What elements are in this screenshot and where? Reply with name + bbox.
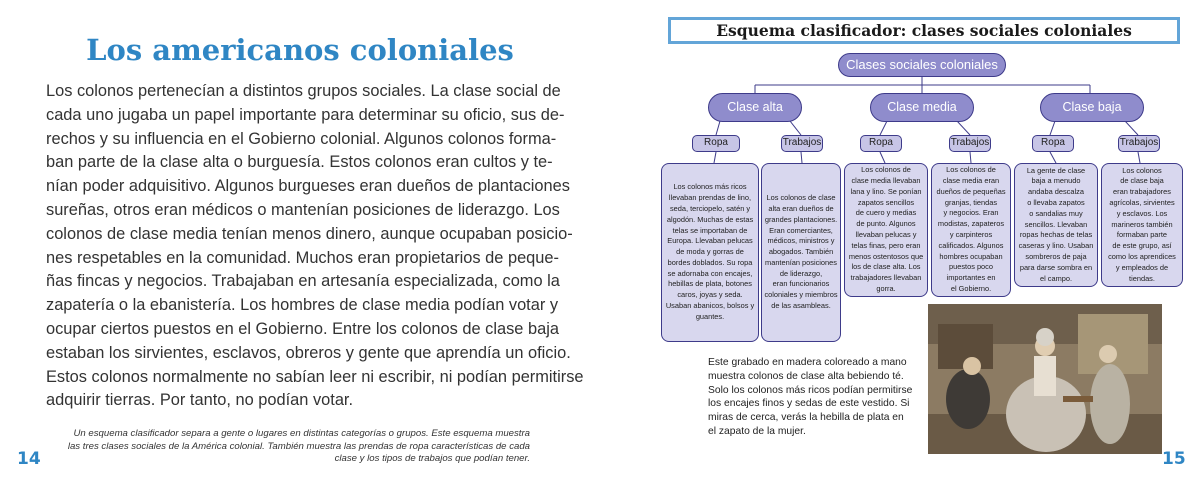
box-line: tiendas. xyxy=(1129,273,1155,283)
root-node: Clases sociales coloniales xyxy=(838,53,1006,77)
box-line: menos ostentosos que xyxy=(848,251,924,261)
page-number-right: 15 xyxy=(1162,449,1186,469)
box-line: llevaban prendas de lino, xyxy=(668,193,752,203)
body-line: ñas fincas y negocios. Trabajaban en artesanía especializada, como la xyxy=(46,272,560,291)
caption-line: las tres clases sociales de la América colonial. También muestra las prendas de ropa características de cada xyxy=(67,440,530,452)
box-line: de las asambleas. xyxy=(771,301,831,311)
box-line: Europa. Llevaban pelucas xyxy=(667,236,753,246)
caption-line: Un esquema clasificador separa a gente o lugares en distintas categorías o grupos. Este esquema muestra xyxy=(73,428,530,439)
body-line: colonos de clase media tenían menos dinero, aunque ocupaban posicio- xyxy=(46,224,573,243)
class-node-media: Clase media xyxy=(870,93,974,122)
box-line: Los colonos de clase xyxy=(766,193,836,203)
caption-line: clase y los tipos de trabajos que podían tener. xyxy=(334,453,530,465)
box-line: coloniales y miembros xyxy=(764,290,838,300)
box-line: Los colonos xyxy=(1122,165,1162,175)
box-line: mantenían posiciones xyxy=(765,257,837,267)
box-line: grandes plantaciones. xyxy=(764,214,838,224)
box-line: llevaban pelucas y xyxy=(855,230,917,239)
box-line: de liderazgo, xyxy=(779,268,823,278)
box-trabajos-baja xyxy=(1101,163,1183,287)
box-line: o llevaba zapatos xyxy=(1027,198,1085,208)
photo-caption-line: Este grabado en madera coloreado a mano xyxy=(708,357,907,368)
box-line: gorra. xyxy=(876,283,896,293)
box-ropa-alta xyxy=(661,163,759,342)
tag-ropa-alta: Ropa xyxy=(692,135,740,152)
box-line: alta eran dueños de xyxy=(768,203,834,213)
box-line: clase media llevaban xyxy=(851,176,921,186)
body-line: Los colonos pertenecían a distintos grupos sociales. La clase social de xyxy=(46,82,561,100)
tag-ropa-media: Ropa xyxy=(860,135,902,152)
box-line: el campo. xyxy=(1039,273,1073,283)
photo-caption-line: el zapato de la mujer. xyxy=(708,425,806,437)
box-line: de clase baja xyxy=(1120,176,1164,186)
box-line: sombreros de paja xyxy=(1025,252,1087,261)
box-line: marineros también xyxy=(1111,219,1173,229)
class-node-baja: Clase baja xyxy=(1040,93,1144,122)
body-line: zapatería o la ebanistería. Los hombres de clase media podían votar y xyxy=(46,296,559,315)
box-line: trabajadores llevaban xyxy=(850,273,922,283)
box-line: baja a menudo xyxy=(1031,176,1081,186)
tag-trabajos-alta: Trabajos xyxy=(781,135,823,152)
photo-caption-line: los encajes finos y sedas de este vestido. Si xyxy=(708,398,910,410)
box-line: calificados. Algunos xyxy=(938,240,1004,250)
photo-caption-line: miras de cerca, verás la hebilla de plata en xyxy=(708,412,904,424)
box-line: sencillos. Llevaban xyxy=(1024,219,1088,229)
box-line: y carpinteros xyxy=(949,230,993,239)
box-line: eran funcionarios xyxy=(772,279,830,289)
box-line: para darse sombra en xyxy=(1019,262,1093,272)
box-line: de punto. Algunos xyxy=(856,219,916,229)
box-line: modistas, zapateros xyxy=(937,219,1005,229)
box-line: agrícolas, sirvientes xyxy=(1109,198,1175,208)
box-line: hombres ocupaban xyxy=(939,251,1003,261)
box-ropa-media xyxy=(844,163,928,297)
body-line: nían poder adquisitivo. Algunos burgueses eran dueños de plantaciones xyxy=(46,177,570,196)
box-line: puestos poco xyxy=(949,262,993,272)
tea-engraving-illustration xyxy=(928,304,1162,454)
box-line: seda, terciopelo, satén y xyxy=(669,203,751,213)
body-line: adquirir tierras. Por tanto, no podían votar. xyxy=(46,391,354,410)
tag-trabajos-media: Trabajos xyxy=(949,135,991,152)
box-line: de este grupo, así xyxy=(1112,241,1172,251)
page-title: Los americanos coloniales xyxy=(86,33,514,67)
body-line: rechos y su influencia en el Gobierno colonial. Algunos colonos forma- xyxy=(46,129,557,148)
box-line: eran trabajadores xyxy=(1113,187,1171,197)
box-line: Usaban abanicos, bolsos y xyxy=(665,301,755,311)
box-line: se adornaba con encajes, xyxy=(667,268,753,278)
box-line: abogados. También xyxy=(768,247,834,257)
diagram-title: Esquema clasificador: clases sociales coloniales xyxy=(668,17,1180,44)
box-line: dueños de pequeñas xyxy=(936,186,1006,196)
box-line: lana y lino. Se ponían xyxy=(850,186,922,196)
box-trabajos-alta xyxy=(761,163,841,342)
photo-caption-line: Solo los colonos más ricos podían permitirse xyxy=(708,384,913,396)
box-line: clase media eran xyxy=(942,176,1000,186)
box-line: caseras y lino. Usaban xyxy=(1018,241,1094,251)
box-line: hebillas de plata, botones xyxy=(668,279,752,289)
page-number-left: 14 xyxy=(17,449,41,469)
box-line: los de clase alta. Los xyxy=(851,262,921,272)
box-line: Los colonos más ricos xyxy=(673,182,747,192)
tag-ropa-baja: Ropa xyxy=(1032,135,1074,152)
box-line: guantes. xyxy=(695,311,725,321)
box-line: granjas, tiendas xyxy=(944,197,998,207)
box-line: caros, joyas y seda. xyxy=(677,290,743,300)
box-line: Eran comerciantes, xyxy=(769,225,833,235)
tag-trabajos-baja: Trabajos xyxy=(1118,135,1160,152)
box-trabajos-media xyxy=(931,163,1011,297)
box-line: formaban parte xyxy=(1116,230,1168,240)
box-line: telas se importaban de xyxy=(672,225,748,235)
photo-caption xyxy=(708,356,918,439)
box-line: ropas hechas de telas xyxy=(1019,230,1093,240)
body-line: estaban los sirvientes, esclavos, obreros y gente que aprendía un oficio. xyxy=(46,343,571,362)
box-line: de moda y gorras de xyxy=(676,247,744,257)
body-line: sureñas, otros eran médicos o mantenían posiciones de liderazgo. Los xyxy=(46,200,560,219)
box-line: de cuero y medias xyxy=(855,208,917,218)
body-line: ban parte de la clase alta o burguesía. Estos colonos eran cultos y te- xyxy=(46,153,553,172)
body-line: ocupar ciertos puestos en el Gobierno. Entre los colonos de clase baja xyxy=(46,319,559,338)
box-line: La gente de clase xyxy=(1026,165,1086,175)
box-line: zapatos sencillos xyxy=(857,197,915,207)
box-line: médicos, ministros y xyxy=(767,236,835,246)
box-line: bordes doblados. Su ropa xyxy=(667,257,753,267)
box-line: telas finas, pero eran xyxy=(851,240,921,250)
box-line: Los colonos de xyxy=(861,165,911,175)
box-line: y empleados de xyxy=(1115,262,1169,272)
box-line: y negocios. Eran xyxy=(943,208,999,218)
box-ropa-baja xyxy=(1014,163,1098,287)
class-node-alta: Clase alta xyxy=(708,93,802,122)
body-line: cada uno jugaba un papel importante para determinar su oficio, sus de- xyxy=(46,105,565,124)
body-line: Estos colonos normalmente no sabían leer ni escribir, ni podían permitirse xyxy=(46,367,584,386)
box-line: Los colonos de xyxy=(946,165,996,175)
body-line: nes respetables en la comunidad. Muchos eran propietarios de peque- xyxy=(46,248,559,267)
box-line: importantes en xyxy=(946,273,996,283)
photo-caption-line: muestra colonos de clase alta bebiendo té. xyxy=(708,370,904,382)
box-line: el Gobierno. xyxy=(950,283,992,293)
box-line: andaba descalza xyxy=(1028,187,1084,197)
engraving-image xyxy=(928,304,1162,454)
box-line: o sandalias muy xyxy=(1029,208,1083,218)
box-line: algodón. Muchas de estas xyxy=(666,214,754,224)
box-line: y esclavos. Los xyxy=(1116,208,1168,218)
box-line: como los aprendices xyxy=(1108,252,1176,261)
